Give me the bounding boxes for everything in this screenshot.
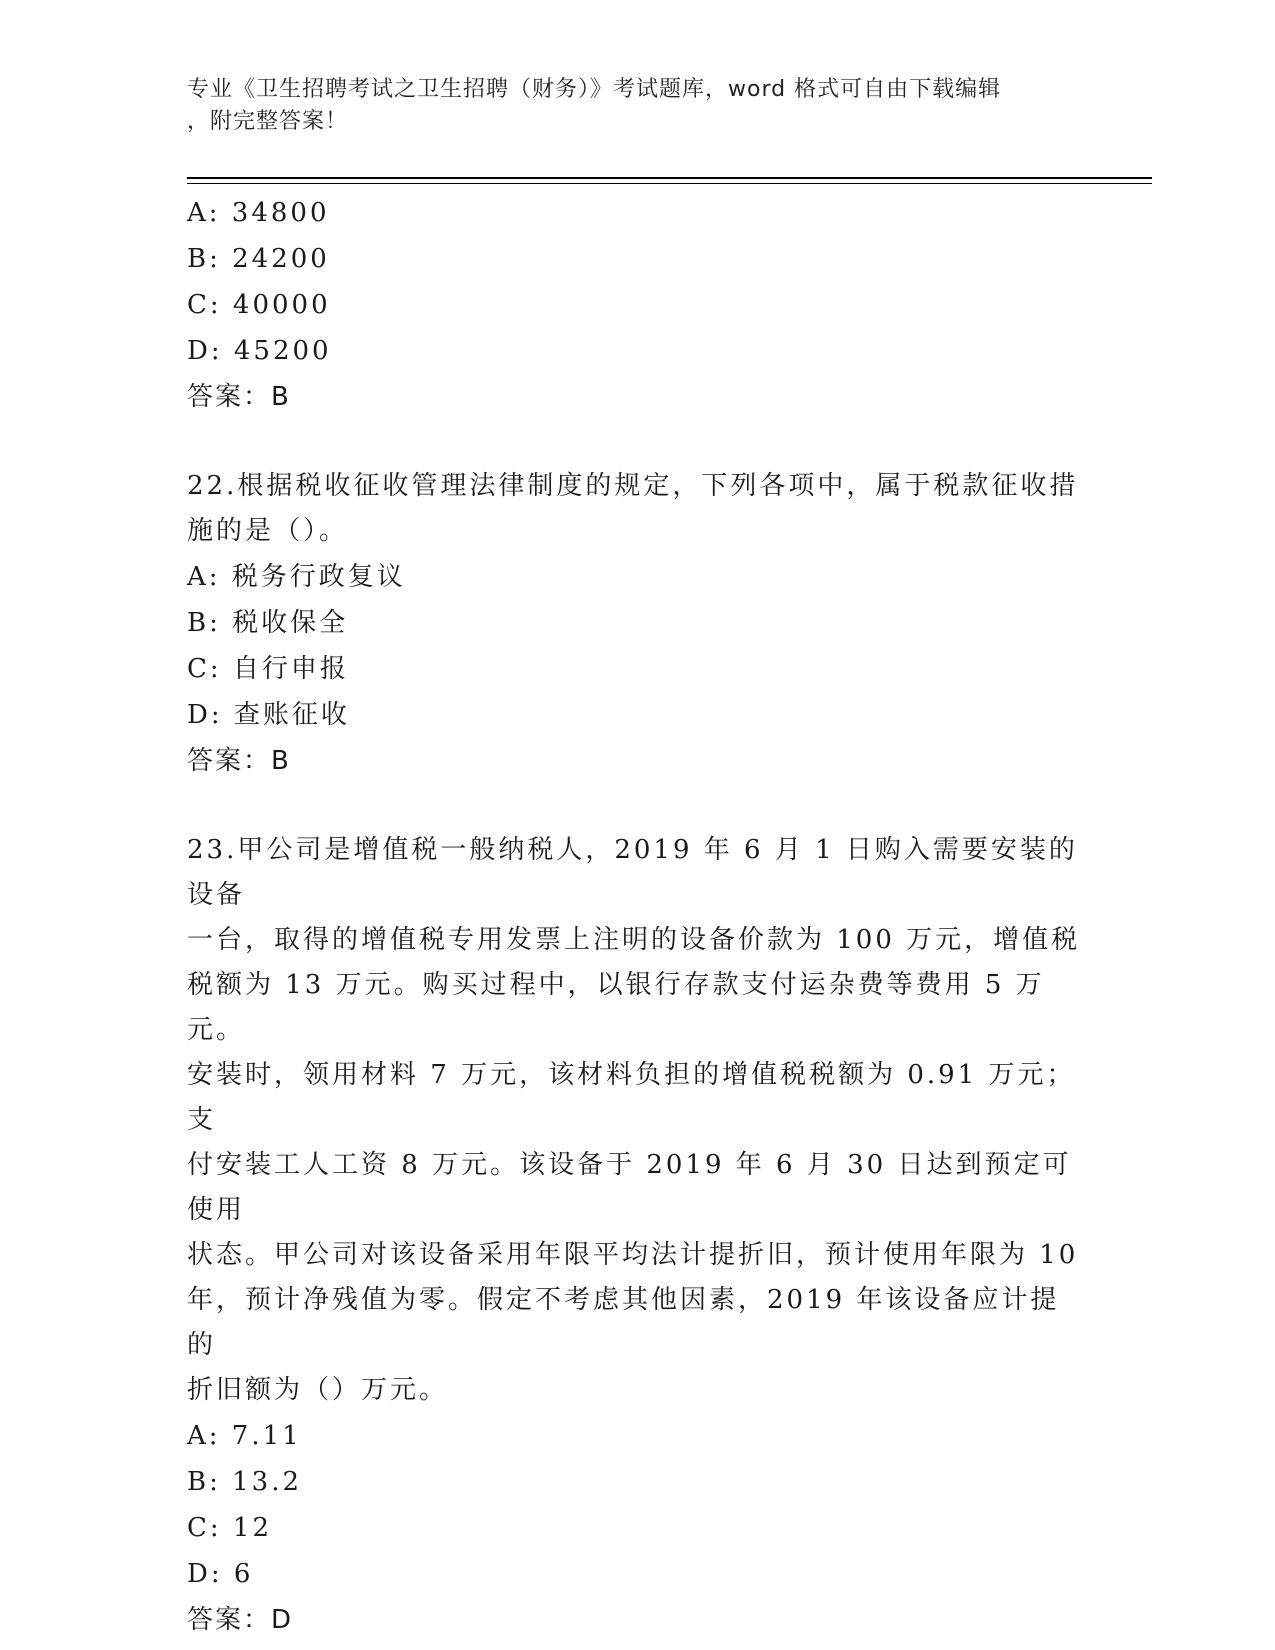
option-a: A: 税务行政复议	[187, 562, 406, 592]
stem-line: 22.根据税收征收管理法律制度的规定，下列各项中，属于税款征收措	[187, 471, 1079, 501]
answer-line: 答案：D	[187, 1605, 294, 1635]
option-c: C: 40000	[187, 290, 331, 320]
option-b: B: 13.2	[187, 1467, 303, 1497]
question-22	[187, 464, 1087, 784]
option-a: A: 34800	[187, 198, 330, 228]
question-21	[187, 190, 1087, 420]
option-a: A: 7.11	[187, 1421, 302, 1451]
stem-line: 施的是（）。	[187, 516, 349, 546]
option-c: C: 12	[187, 1513, 273, 1543]
stem-line: 付安装工人工资 8 万元。该设备于 2019 年 6 月 30 日达到预定可使用	[187, 1150, 1072, 1225]
question-stem	[187, 828, 1087, 1413]
stem-line: 23.甲公司是增值税一般纳税人，2019 年 6 月 1 日购入需要安装的设备	[187, 835, 1078, 910]
stem-line: 状态。甲公司对该设备采用年限平均法计提折旧，预计使用年限为 10	[187, 1240, 1079, 1270]
stem-line: 税额为 13 万元。购买过程中，以银行存款支付运杂费等费用 5 万元。	[187, 970, 1045, 1045]
option-b: B: 24200	[187, 244, 330, 274]
option-b: B: 税收保全	[187, 608, 349, 638]
question-content	[187, 190, 1087, 1643]
stem-line: 一台，取得的增值税专用发票上注明的设备价款为 100 万元，增值税	[187, 925, 1081, 955]
question-stem	[187, 464, 1087, 554]
option-d: D: 查账征收	[187, 700, 350, 730]
answer-line: 答案：B	[187, 746, 291, 776]
header-rule-thin	[187, 183, 1152, 184]
header-rule-thick	[187, 177, 1152, 179]
stem-line: 折旧额为（）万元。	[187, 1375, 449, 1405]
answer-line: 答案：B	[187, 382, 291, 412]
header-line-1: 专业《卫生招聘考试之卫生招聘（财务）》考试题库，word 格式可自由下载编辑	[187, 77, 1002, 102]
option-c: C: 自行申报	[187, 654, 349, 684]
option-d: D: 6	[187, 1559, 254, 1589]
stem-line: 年，预计净残值为零。假定不考虑其他因素，2019 年该设备应计提的	[187, 1285, 1060, 1360]
question-23	[187, 828, 1087, 1643]
header-line-2: ，附完整答案！	[187, 109, 349, 134]
option-d: D: 45200	[187, 336, 332, 366]
document-header	[187, 74, 1077, 138]
stem-line: 安装时，领用材料 7 万元，该材料负担的增值税税额为 0.91 万元；支	[187, 1060, 1076, 1135]
